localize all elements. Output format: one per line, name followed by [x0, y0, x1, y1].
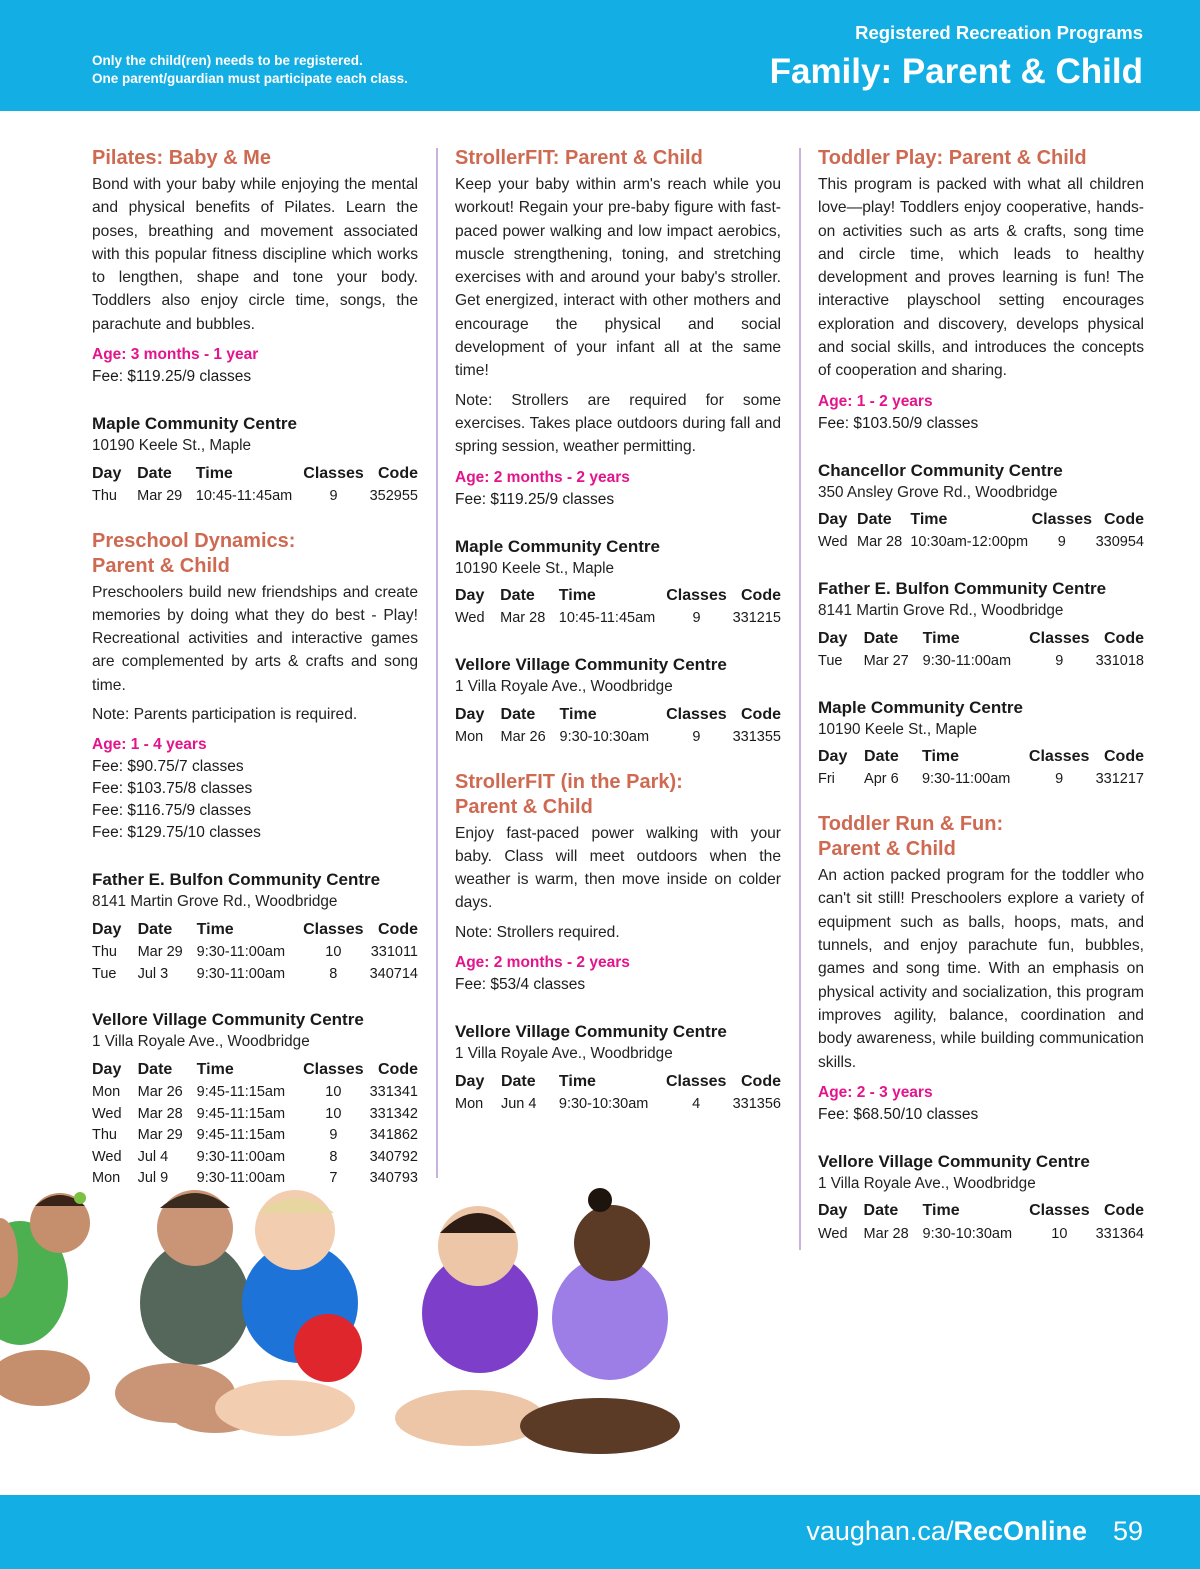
table-row: [92, 1146, 418, 1168]
table-cell: 9:45-11:15am: [196, 1127, 286, 1144]
fee-list: [455, 489, 781, 511]
column-header: Day: [818, 629, 848, 647]
venue-name: Vellore Village Community Centre: [455, 655, 727, 675]
table-cell: Thu: [92, 1127, 117, 1144]
column-header: Time: [922, 1202, 960, 1220]
program-title-line1: StrollerFIT (in the Park):: [455, 770, 683, 793]
venue-address: 10190 Keele St., Maple: [92, 437, 252, 455]
column-header: Day: [818, 748, 848, 766]
table-cell: 9:30-11:00am: [196, 965, 286, 982]
table-cell: Jul 3: [137, 965, 169, 982]
table-cell: 9:30-10:30am: [559, 728, 650, 745]
program-note: Note: Parents participation is required.: [92, 706, 358, 724]
venue-name: Vellore Village Community Centre: [92, 1010, 364, 1030]
venue-name: Father E. Bulfon Community Centre: [92, 870, 381, 890]
table-cell: Mon: [92, 1170, 121, 1187]
table-cell: 331215: [732, 610, 781, 627]
column-header: Classes: [303, 920, 364, 938]
table-cell: 9:30-11:00am: [196, 944, 286, 961]
table-cell: 9:30-11:00am: [921, 771, 1011, 788]
column-header: Classes: [1029, 1202, 1090, 1220]
venue-address: 1 Villa Royale Ave., Woodbridge: [818, 1174, 1036, 1192]
page-header: [0, 0, 1200, 111]
table-cell: 331342: [369, 1105, 418, 1122]
schedule-table: [455, 585, 781, 630]
table-cell: Apr 6: [864, 771, 899, 788]
table-cell: Mar 29: [137, 1127, 183, 1144]
venue-block: [92, 1008, 418, 1189]
venue-address: 1 Villa Royale Ave., Woodbridge: [92, 1033, 310, 1051]
table-cell: Tue: [92, 965, 117, 982]
schedule-header-row: [818, 1200, 1144, 1223]
program-strollerfit: [455, 146, 781, 748]
baby-green-shirt: [0, 1192, 90, 1406]
table-cell: 9: [1055, 771, 1064, 788]
column-header: Time: [559, 705, 597, 723]
venue-address: 8141 Martin Grove Rd., Woodbridge: [818, 602, 1064, 620]
baby-purple-shirt: [395, 1206, 545, 1446]
age-range: Age: 2 - 3 years: [818, 1083, 933, 1101]
column-header: Date: [137, 920, 173, 938]
table-cell: Mar 28: [863, 1225, 909, 1242]
table-cell: 331356: [732, 1095, 781, 1112]
table-row: [455, 726, 781, 748]
column-header: Classes: [1031, 511, 1093, 529]
table-cell: Mar 28: [137, 1105, 183, 1122]
table-cell: 340793: [369, 1170, 418, 1187]
age-range: Age: 1 - 4 years: [92, 736, 207, 754]
column-header: Time: [910, 511, 948, 529]
column-1: [92, 146, 418, 1189]
table-cell: 9:30-11:00am: [196, 1148, 286, 1165]
website-link[interactable]: [806, 1514, 1087, 1548]
column-3: [818, 146, 1144, 1244]
venue-block: [455, 1020, 781, 1115]
table-row: [455, 608, 781, 630]
table-cell: Wed: [92, 1148, 122, 1165]
table-cell: Mon: [455, 1095, 484, 1112]
column-header: Classes: [666, 705, 727, 723]
table-row: [92, 1103, 418, 1125]
fee-item: Fee: $103.75/8 classes: [92, 780, 253, 798]
program-title: [92, 529, 418, 579]
table-cell: Wed: [92, 1105, 122, 1122]
program-note: Note: Strollers are required for some exercises. Takes place outdoors during fall and spring session, weather permitting.: [455, 391, 781, 456]
schedule-table: [818, 627, 1144, 672]
table-cell: 9: [329, 487, 338, 504]
column-header: Date: [864, 748, 899, 766]
column-header: Date: [857, 511, 892, 529]
fee-list: [818, 1104, 1144, 1126]
table-cell: 9: [692, 728, 701, 745]
table-cell: Mar 29: [137, 944, 183, 961]
fee-list: [455, 974, 781, 996]
column-header: Day: [455, 705, 485, 723]
schedule-table: [818, 1200, 1144, 1245]
page-number: 59: [1112, 1516, 1143, 1546]
venue-address: 8141 Martin Grove Rd., Woodbridge: [92, 893, 338, 911]
venue-name: Vellore Village Community Centre: [818, 1151, 1090, 1171]
column-header: Time: [196, 1060, 234, 1078]
table-cell: Jul 4: [137, 1148, 169, 1165]
table-cell: 9: [1055, 652, 1064, 669]
fee-item: Fee: $103.50/9 classes: [818, 414, 979, 432]
babies-photo: [0, 1188, 720, 1488]
table-cell: Wed: [455, 610, 485, 627]
table-cell: 331018: [1095, 652, 1144, 669]
table-cell: Tue: [818, 652, 843, 669]
program-toddler-play: [818, 146, 1144, 790]
table-cell: Jul 9: [137, 1170, 169, 1187]
website-link-bold: RecOnline: [953, 1516, 1087, 1546]
schedule-header-row: [92, 918, 418, 941]
age-range: Age: 3 months - 1 year: [92, 346, 259, 364]
column-header: Code: [378, 920, 418, 938]
column-divider: [799, 148, 801, 1250]
age-range: Age: 1 - 2 years: [818, 392, 933, 410]
schedule-header-row: [818, 509, 1144, 532]
venue-address: 10190 Keele St., Maple: [455, 559, 615, 577]
column-header: Time: [922, 629, 960, 647]
registration-note: [92, 52, 408, 88]
column-header: Time: [195, 464, 233, 482]
column-header: Classes: [1029, 629, 1090, 647]
section-kicker: Registered Recreation Programs: [855, 22, 1143, 43]
table-cell: 9: [692, 610, 701, 627]
table-cell: 9:30-11:00am: [196, 1170, 286, 1187]
table-row: [818, 1223, 1144, 1245]
program-title: [455, 770, 781, 820]
table-cell: Jun 4: [500, 1095, 537, 1112]
fee-item: Fee: $90.75/7 classes: [92, 758, 244, 776]
column-header: Code: [1104, 629, 1144, 647]
program-title: Toddler Play: Parent & Child: [818, 147, 1087, 169]
venue-address: 350 Ansley Grove Rd., Woodbridge: [818, 483, 1058, 501]
table-cell: 4: [692, 1095, 701, 1112]
schedule-header-row: [455, 1070, 781, 1093]
table-cell: Mar 28: [857, 534, 903, 551]
table-row: [92, 941, 418, 963]
column-header: Code: [378, 464, 418, 482]
table-cell: Thu: [92, 944, 117, 961]
table-cell: Wed: [818, 534, 848, 551]
table-cell: 340714: [369, 965, 418, 982]
venue-name: Maple Community Centre: [455, 536, 660, 556]
column-header: Day: [92, 920, 122, 938]
table-cell: 10: [1051, 1225, 1068, 1242]
column-header: Day: [818, 1202, 848, 1220]
column-header: Code: [741, 587, 781, 605]
program-toddler-run-fun: [818, 812, 1144, 1244]
venue-block: [818, 1150, 1144, 1245]
schedule-header-row: [455, 703, 781, 726]
venue-name: Vellore Village Community Centre: [455, 1022, 727, 1042]
column-header: Date: [137, 1060, 173, 1078]
column-header: Date: [500, 587, 535, 605]
fee-item: Fee: $53/4 classes: [455, 976, 586, 994]
venue-address: 10190 Keele St., Maple: [818, 720, 978, 738]
schedule-table: [818, 746, 1144, 791]
table-cell: 9:30-10:30am: [922, 1225, 1013, 1242]
table-cell: 9:45-11:15am: [196, 1084, 286, 1101]
column-header: Code: [1104, 511, 1144, 529]
column-header: Day: [92, 1060, 122, 1078]
table-cell: Thu: [92, 487, 117, 504]
table-cell: 341862: [369, 1127, 418, 1144]
column-header: Day: [455, 587, 485, 605]
program-description: Preschoolers build new friendships and create memories by doing what they do best - Play! Recreational activities and interactive games are complemented by arts & crafts and song time.: [92, 583, 418, 694]
table-cell: Mar 26: [500, 728, 546, 745]
program-description: Bond with your baby while enjoying the mental and physical benefits of Pilates. Learn the poses, breathing and movement associated with this popular fitness discipline which works to lengthen, shape and tone your body. Toddlers also enjoy circle time, songs, the parachute and bubbles.: [92, 176, 418, 333]
program-title-line2: Parent & Child: [92, 554, 230, 577]
column-header: Time: [196, 920, 234, 938]
table-cell: 10:45-11:45am: [195, 487, 293, 504]
table-cell: Mar 27: [863, 652, 909, 669]
table-cell: 10: [325, 1105, 342, 1122]
table-row: [92, 963, 418, 985]
venue-block: [92, 868, 418, 984]
table-cell: Mon: [92, 1084, 121, 1101]
fee-item: Fee: $129.75/10 classes: [92, 824, 261, 842]
program-strollerfit-park: [455, 770, 781, 1115]
table-cell: 10: [325, 944, 342, 961]
schedule-header-row: [92, 462, 418, 485]
column-header: Classes: [303, 1060, 364, 1078]
venue-block: [92, 412, 418, 507]
column-header: Date: [863, 1202, 899, 1220]
venue-address: 1 Villa Royale Ave., Woodbridge: [455, 1045, 673, 1063]
table-cell: 331364: [1095, 1225, 1144, 1242]
column-header: Classes: [665, 1072, 727, 1090]
registration-note-line1: Only the child(ren) needs to be registered.: [92, 53, 363, 68]
table-cell: 340792: [369, 1148, 418, 1165]
table-cell: 9: [1057, 534, 1066, 551]
venue-address: 1 Villa Royale Ave., Woodbridge: [455, 678, 673, 696]
schedule-table: [818, 509, 1144, 554]
fee-list: [92, 756, 418, 844]
program-title: Pilates: Baby & Me: [92, 147, 271, 169]
column-header: Classes: [303, 464, 364, 482]
venue-name: Maple Community Centre: [92, 414, 297, 434]
table-row: [818, 532, 1144, 554]
schedule-header-row: [818, 746, 1144, 769]
table-cell: 331341: [369, 1084, 418, 1101]
table-cell: 10:30am-12:00pm: [910, 534, 1029, 551]
venue-block: [818, 696, 1144, 791]
schedule-table: [92, 462, 418, 507]
column-2: [455, 146, 781, 1115]
website-link-prefix: vaughan.ca/: [806, 1516, 954, 1546]
column-header: Classes: [1028, 748, 1090, 766]
baby-lavender-shirt: [520, 1188, 680, 1454]
schedule-table: [92, 1058, 418, 1189]
column-divider: [436, 148, 438, 1178]
age-range: Age: 2 months - 2 years: [455, 954, 630, 972]
table-row: [92, 485, 418, 507]
schedule-header-row: [455, 585, 781, 608]
fee-item: Fee: $119.25/9 classes: [92, 368, 252, 386]
column-header: Code: [741, 1072, 781, 1090]
column-header: Code: [378, 1060, 418, 1078]
column-header: Date: [863, 629, 899, 647]
table-row: [818, 769, 1144, 791]
table-cell: 331217: [1095, 771, 1144, 788]
table-row: [455, 1093, 781, 1115]
column-header: Time: [558, 587, 596, 605]
program-title-line2: Parent & Child: [818, 838, 956, 861]
program-description: Enjoy fast-paced power walking with your baby. Class will meet outdoors when the weather is warm, then move inside on colder days.: [455, 824, 781, 912]
table-cell: Mon: [455, 728, 484, 745]
table-row: [818, 650, 1144, 672]
venue-block: [818, 459, 1144, 554]
table-cell: 8: [329, 965, 338, 982]
table-cell: Fri: [818, 771, 835, 788]
fee-item: Fee: $68.50/10 classes: [818, 1105, 979, 1123]
table-cell: 10:45-11:45am: [558, 610, 656, 627]
program-note: Note: Strollers required.: [455, 923, 620, 941]
venue-block: [455, 535, 781, 630]
column-header: Classes: [666, 587, 727, 605]
schedule-table: [92, 918, 418, 984]
program-description: Keep your baby within arm's reach while you workout! Regain your pre-baby figure with fast-paced power walking and low impact aerobics, muscle strengthening, toning, and stretching exercises with and around your baby's stroller. Get energized, interact with other mothers and encourage the physical and social development of your infant all at the same time!: [455, 176, 781, 380]
table-cell: Mar 26: [137, 1084, 183, 1101]
program-title-line1: Preschool Dynamics:: [92, 529, 296, 552]
registration-note-line2: One parent/guardian must participate each class.: [92, 71, 408, 86]
column-header: Date: [500, 1072, 536, 1090]
program-pilates-baby-me: [92, 146, 418, 507]
table-cell: Mar 28: [500, 610, 546, 627]
schedule-table: [455, 1070, 781, 1115]
column-header: Day: [818, 511, 848, 529]
venue-name: Father E. Bulfon Community Centre: [818, 579, 1107, 599]
venue-block: [818, 577, 1144, 672]
table-cell: 8: [329, 1148, 338, 1165]
program-title-line2: Parent & Child: [455, 795, 593, 818]
column-header: Date: [500, 705, 536, 723]
table-cell: 331355: [732, 728, 781, 745]
fee-list: [818, 413, 1144, 435]
table-cell: 352955: [369, 487, 418, 504]
program-title: StrollerFIT: Parent & Child: [455, 147, 703, 169]
schedule-table: [455, 703, 781, 748]
venue-name: Maple Community Centre: [818, 697, 1023, 717]
table-cell: 330954: [1095, 534, 1144, 551]
fee-item: Fee: $116.75/9 classes: [92, 802, 252, 820]
program-description: An action packed program for the toddler who can't sit still! Preschoolers explore a variety of equipment such as balls, hoops, mats, and tunnels, and enjoy parachute fun, bubbles, games and song time. With an emphasis on physical activity and socialization, this program improves agility, balance, coordination and body awareness, while building communication skills.: [818, 867, 1144, 1071]
fee-list: [92, 366, 418, 388]
program-preschool-dynamics: [92, 529, 418, 1189]
column-header: Code: [1104, 748, 1144, 766]
column-header: Time: [921, 748, 960, 766]
table-cell: 331011: [370, 944, 418, 961]
table-cell: 7: [329, 1170, 338, 1187]
column-header: Date: [137, 464, 172, 482]
column-header: Code: [741, 705, 781, 723]
schedule-header-row: [92, 1058, 418, 1081]
table-cell: 9:30-10:30am: [558, 1095, 649, 1112]
column-header: Day: [455, 1072, 485, 1090]
table-cell: 10: [325, 1084, 342, 1101]
table-cell: 9: [329, 1127, 338, 1144]
table-cell: Wed: [818, 1225, 848, 1242]
table-row: [92, 1081, 418, 1103]
page-footer: [0, 1495, 1200, 1569]
program-title-line1: Toddler Run & Fun:: [818, 813, 1004, 836]
page-title: Family: Parent & Child: [769, 52, 1143, 91]
venue-block: [455, 653, 781, 748]
fee-item: Fee: $119.25/9 classes: [455, 490, 615, 508]
column-header: Time: [558, 1072, 596, 1090]
table-cell: 9:30-11:00am: [922, 652, 1012, 669]
schedule-header-row: [818, 627, 1144, 650]
age-range: Age: 2 months - 2 years: [455, 468, 630, 486]
table-cell: 9:45-11:15am: [196, 1105, 286, 1122]
table-cell: Mar 29: [137, 487, 183, 504]
program-description: This program is packed with what all children love—play! Toddlers enjoy cooperative, hands-on activities such as arts & crafts, song time and circle time, which leads to healthy development and proves learning is fun! The interactive playschool setting encourages exploration and discovery, develops physical and social skills, and introduces the concepts of cooperation and sharing.: [818, 176, 1144, 380]
table-row: [92, 1167, 418, 1189]
column-header: Code: [1104, 1202, 1144, 1220]
table-row: [92, 1124, 418, 1146]
column-header: Day: [92, 464, 122, 482]
program-title: [818, 812, 1144, 862]
venue-name: Chancellor Community Centre: [818, 460, 1063, 480]
